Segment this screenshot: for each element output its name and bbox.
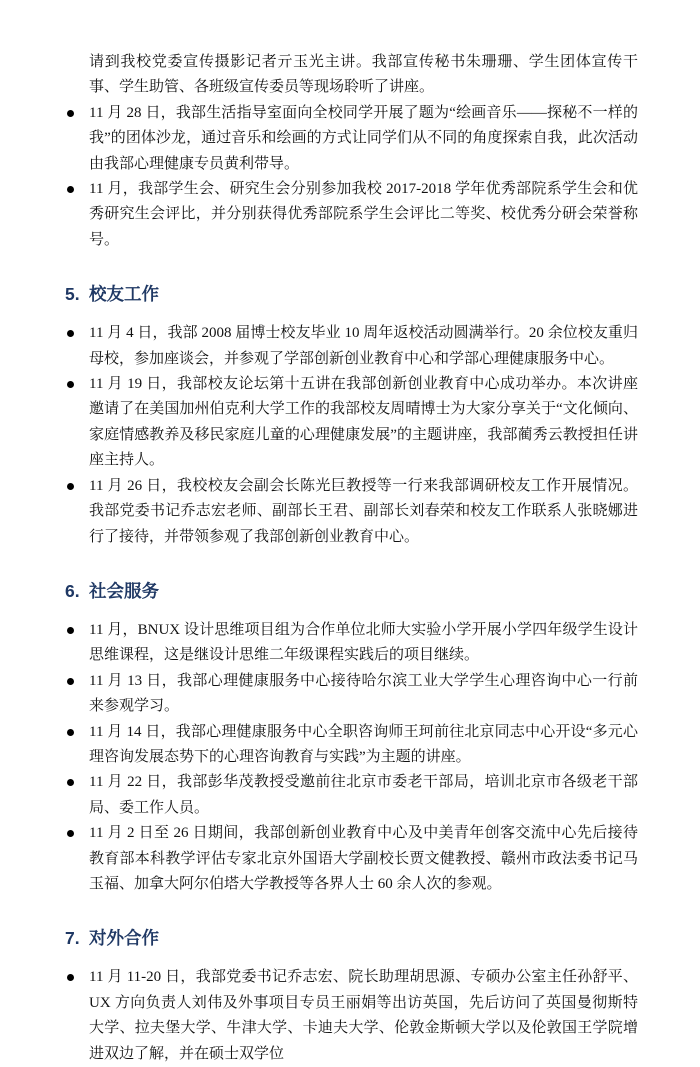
section-heading-alumni-work: [65, 283, 638, 305]
bullet-item: 11 月 26 日，我校校友会副会长陈光巨教授等一行来我部调研校友工作开展情况。我部党委书记乔志宏老师、副部长王君、副部长刘春荣和校友工作联系人张晓娜进行了接待，并带领参观了我部创新创业教育中心。: [65, 474, 638, 550]
bullet-list-external-cooperation: [65, 965, 638, 1067]
section-title: 社会服务: [89, 580, 159, 601]
bullet-list-social-service: [65, 618, 638, 897]
paragraph-continuation: 请到我校党委宣传摄影记者亓玉光主讲。我部宣传秘书朱珊珊、学生团体宣传干事、学生助管、各班级宣传委员等现场聆听了讲座。: [89, 54, 638, 96]
section-title: 校友工作: [89, 284, 159, 305]
section-heading-social-service: [65, 580, 638, 602]
bullet-item: 11 月 11-20 日，我部党委书记乔志宏、院长助理胡思源、专硕办公室主任孙舒平、UX 方向负责人刘伟及外事项目专员王丽娟等出访英国，先后访问了英国曼彻斯特大学、拉夫堡大学、牛津大学、卡迪夫大学、伦敦金斯顿大学以及伦敦国王学院增进双边了解，并在硕士双学位: [65, 965, 638, 1067]
bullet-item: 11 月 14 日，我部心理健康服务中心全职咨询师王珂前往北京同志中心开设“多元心理咨询发展态势下的心理咨询教育与实践”为主题的讲座。: [65, 720, 638, 771]
section-number: 6.: [65, 580, 80, 601]
bullet-item: 11 月 2 日至 26 日期间，我部创新创业教育中心及中美青年创客交流中心先后接待教育部本科教学评估专家北京外国语大学副校长贾文健教授、赣州市政法委书记马玉福、加拿大阿尔伯塔大学教授等各界人士 60 余人次的参观。: [65, 821, 638, 897]
section-title: 对外合作: [89, 928, 159, 949]
bullet-list-intro: [65, 101, 638, 253]
bullet-item: 11 月，BNUX 设计思维项目组为合作单位北师大实验小学开展小学四年级学生设计思维课程，这是继设计思维二年级课程实践后的项目继续。: [65, 618, 638, 669]
section-number: 5.: [65, 284, 80, 305]
bullet-item: 11 月 28 日，我部生活指导室面向全校同学开展了题为“绘画音乐——探秘不一样的我”的团体沙龙，通过音乐和绘画的方式让同学们从不同的角度探索自我，此次活动由我部心理健康专员黄利带导。: [65, 101, 638, 177]
section-heading-external-cooperation: [65, 927, 638, 949]
bullet-item: 11 月 4 日，我部 2008 届博士校友毕业 10 周年返校活动圆满举行。20 余位校友重归母校，参加座谈会，并参观了学部创新创业教育中心和学部心理健康服务中心。: [65, 321, 638, 372]
bullet-list-alumni-work: [65, 321, 638, 550]
bullet-item: 11 月 22 日，我部彭华茂教授受邀前往北京市委老干部局，培训北京市各级老干部局、委工作人员。: [65, 770, 638, 821]
bullet-item: 11 月，我部学生会、研究生会分别参加我校 2017-2018 学年优秀部院系学生会和优秀研究生会评比，并分别获得优秀部院系学生会评比二等奖、校优秀分研会荣誉称号。: [65, 177, 638, 253]
section-number: 7.: [65, 928, 80, 949]
bullet-item: 11 月 13 日，我部心理健康服务中心接待哈尔滨工业大学学生心理咨询中心一行前来参观学习。: [65, 669, 638, 720]
bullet-item: 11 月 19 日，我部校友论坛第十五讲在我部创新创业教育中心成功举办。本次讲座邀请了在美国加州伯克利大学工作的我部校友周晴博士为大家分享关于“文化倾向、家庭情感教养及移民家庭儿童的心理健康发展”的主题讲座，我部蔺秀云教授担任讲座主持人。: [65, 372, 638, 474]
